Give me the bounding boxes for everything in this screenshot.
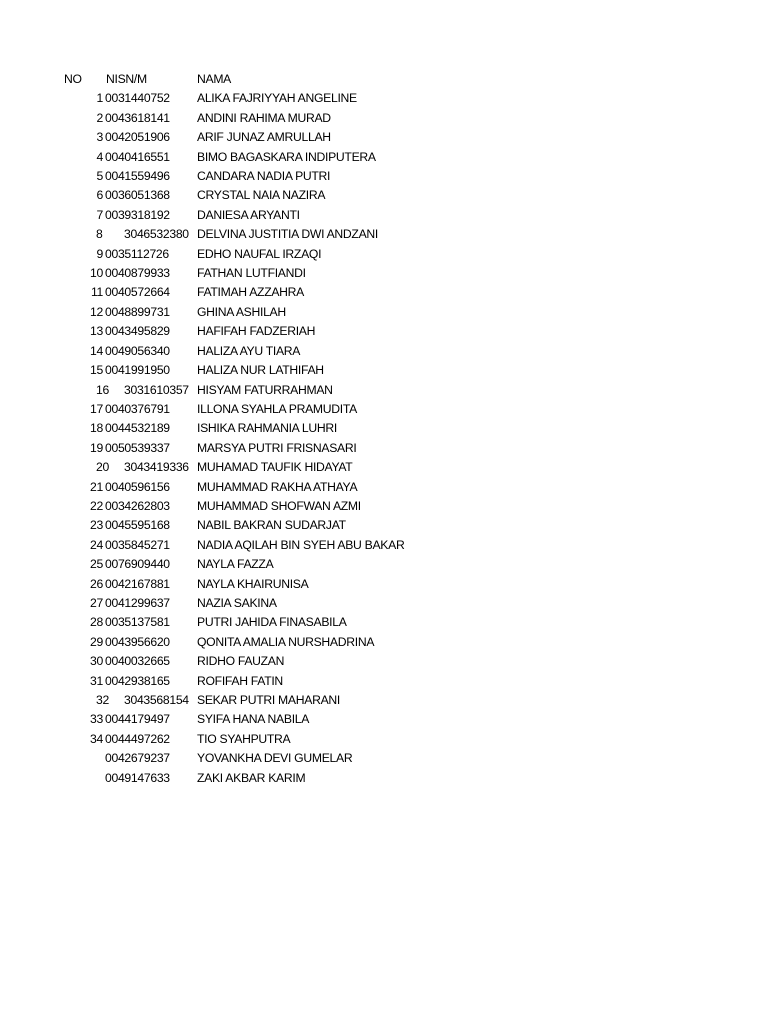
- table-row: [0, 245, 768, 264]
- row-nisn: 0048899731: [105, 304, 170, 319]
- row-no: 18: [90, 421, 103, 436]
- row-nisn: 0040032665: [105, 654, 170, 669]
- row-nama: MUHAMAD TAUFIK HIDAYAT: [197, 460, 353, 475]
- row-no: 23: [90, 518, 103, 533]
- row-no: 8: [96, 227, 103, 242]
- row-nama: GHINA ASHILAH: [197, 304, 286, 319]
- row-nama: FATHAN LUTFIANDI: [197, 266, 306, 281]
- row-no: 30: [90, 654, 103, 669]
- row-no: 4: [96, 149, 103, 164]
- row-nisn: 0031440752: [105, 91, 170, 106]
- header-nisn: NISN/M: [106, 72, 147, 86]
- row-no: 6: [96, 188, 103, 203]
- row-nama: ARIF JUNAZ AMRULLAH: [197, 130, 331, 145]
- row-nisn: 0040596156: [105, 479, 170, 494]
- row-no: 15: [90, 363, 103, 378]
- row-nisn: 0049056340: [105, 343, 170, 358]
- row-nisn: 3046532380: [124, 227, 189, 242]
- row-nisn: 0044497262: [105, 731, 170, 746]
- table-row: [0, 400, 768, 419]
- row-nama: TIO SYAHPUTRA: [197, 731, 291, 746]
- table-row: [0, 206, 768, 225]
- table-row: [0, 439, 768, 458]
- row-nama: PUTRI JAHIDA FINASABILA: [197, 615, 347, 630]
- table-row: [0, 458, 768, 477]
- table-row: [0, 633, 768, 652]
- row-nama: HALIZA AYU TIARA: [197, 343, 301, 358]
- table-row: [0, 283, 768, 302]
- row-no: 16: [96, 382, 109, 397]
- row-nama: EDHO NAUFAL IRZAQI: [197, 246, 322, 261]
- row-no: 22: [90, 498, 103, 513]
- row-no: 10: [90, 266, 103, 281]
- row-no: 12: [90, 304, 103, 319]
- row-no: 2: [96, 110, 103, 125]
- row-nama: SEKAR PUTRI MAHARANI: [197, 693, 340, 707]
- row-no: 20: [96, 460, 109, 475]
- table-row: [0, 303, 768, 322]
- row-nisn: 0041299637: [105, 595, 170, 610]
- row-nama: NABIL BAKRAN SUDARJAT: [197, 518, 346, 533]
- table-row: [0, 613, 768, 632]
- row-nama: MARSYA PUTRI FRISNASARI: [197, 440, 357, 455]
- row-no: 5: [96, 169, 103, 184]
- table-row: [0, 672, 768, 691]
- row-nama: QONITA AMALIA NURSHADRINA: [197, 634, 375, 649]
- table-row: [0, 89, 768, 108]
- row-no: 14: [90, 343, 103, 358]
- row-nisn: 0039318192: [105, 207, 170, 222]
- row-nama: DANIESA ARYANTI: [197, 207, 300, 222]
- table-row: [0, 536, 768, 555]
- row-no: 1: [96, 91, 103, 106]
- row-no: 24: [90, 537, 103, 552]
- row-nama: FATIMAH AZZAHRA: [197, 285, 305, 300]
- row-no: 17: [90, 401, 103, 416]
- row-nisn: 0035845271: [105, 537, 170, 552]
- row-no: 27: [90, 595, 103, 610]
- row-nisn: 0043956620: [105, 634, 170, 649]
- row-nama: HAFIFAH FADZERIAH: [197, 324, 316, 339]
- row-nisn: 0043618141: [105, 110, 170, 125]
- row-no: 7: [96, 207, 103, 222]
- row-nisn: 0044179497: [105, 712, 170, 727]
- row-nisn: 3031610357: [124, 382, 189, 397]
- row-nisn: 0050539337: [105, 440, 170, 455]
- row-nisn: 0045595168: [105, 518, 170, 533]
- row-no: 29: [90, 634, 103, 649]
- row-nisn: 0042051906: [105, 130, 170, 145]
- row-nisn: 0044532189: [105, 421, 170, 436]
- row-nama: BIMO BAGASKARA INDIPUTERA: [197, 149, 376, 164]
- table-row: [0, 148, 768, 167]
- row-no: 9: [96, 246, 103, 261]
- table-row: [0, 594, 768, 613]
- row-nisn: 0040879933: [105, 266, 170, 281]
- row-nama: HISYAM FATURRAHMAN: [197, 382, 333, 397]
- row-nisn: 0040572664: [105, 285, 170, 300]
- row-nama: ALIKA FAJRIYYAH ANGELINE: [197, 91, 357, 106]
- row-nama: HALIZA NUR LATHIFAH: [197, 363, 324, 378]
- row-no: 28: [90, 615, 103, 630]
- table-row: [0, 167, 768, 186]
- header-no: NO: [64, 72, 82, 86]
- row-no: 32: [96, 693, 109, 707]
- table-row: [0, 691, 768, 710]
- table-row: [0, 342, 768, 361]
- row-nisn: 0042679237: [105, 751, 170, 766]
- row-nisn: 3043419336: [124, 460, 189, 475]
- row-nama: NADIA AQILAH BIN SYEH ABU BAKAR: [197, 537, 405, 552]
- table-row: [0, 516, 768, 535]
- row-no: 19: [90, 440, 103, 455]
- table-row: [0, 264, 768, 283]
- row-nama: CRYSTAL NAIA NAZIRA: [197, 188, 326, 203]
- row-nama: ISHIKA RAHMANIA LUHRI: [197, 421, 337, 436]
- table-row: [0, 769, 768, 788]
- table-row: [0, 730, 768, 749]
- row-nama: NAYLA KHAIRUNISA: [197, 576, 309, 591]
- row-no: 26: [90, 576, 103, 591]
- table-row: [0, 478, 768, 497]
- row-nama: CANDARA NADIA PUTRI: [197, 169, 331, 184]
- row-nama: YOVANKHA DEVI GUMELAR: [197, 751, 353, 766]
- table-row: [0, 652, 768, 671]
- row-nisn: 0043495829: [105, 324, 170, 339]
- row-nama: NAYLA FAZZA: [197, 557, 274, 572]
- row-nisn: 3043568154: [124, 693, 189, 707]
- row-nama: SYIFA HANA NABILA: [197, 712, 310, 727]
- row-no: 34: [90, 731, 103, 746]
- table-row: [0, 361, 768, 380]
- table-row: [0, 749, 768, 768]
- table-row: [0, 575, 768, 594]
- row-nama: MUHAMMAD SHOFWAN AZMI: [197, 498, 361, 513]
- row-nama: DELVINA JUSTITIA DWI ANDZANI: [197, 227, 378, 242]
- row-nisn: 0042938165: [105, 673, 170, 688]
- header-row: [0, 70, 768, 89]
- row-no: 25: [90, 557, 103, 572]
- row-nama: ROFIFAH FATIN: [197, 673, 283, 688]
- table-row: [0, 419, 768, 438]
- table-row: [0, 497, 768, 516]
- row-no: 11: [90, 285, 103, 300]
- row-nisn: 0040376791: [105, 401, 170, 416]
- row-nisn: 0035112726: [105, 246, 169, 261]
- row-nama: ILLONA SYAHLA PRAMUDITA: [197, 401, 357, 416]
- row-nisn: 0049147633: [105, 770, 170, 785]
- table-row: [0, 186, 768, 205]
- row-nama: ANDINI RAHIMA MURAD: [197, 110, 331, 125]
- row-nama: NAZIA SAKINA: [197, 595, 277, 610]
- row-nisn: 0034262803: [105, 498, 170, 513]
- table-row: [0, 225, 768, 244]
- row-nisn: 0041559496: [105, 169, 170, 184]
- table-row: [0, 710, 768, 729]
- row-nisn: 0035137581: [105, 615, 170, 630]
- header-nama: NAMA: [197, 72, 232, 86]
- row-no: 21: [90, 479, 103, 494]
- row-nama: MUHAMMAD RAKHA ATHAYA: [197, 479, 358, 494]
- row-no: 13: [90, 324, 103, 339]
- student-list-sheet: [0, 70, 768, 788]
- row-nisn: 0040416551: [105, 149, 170, 164]
- table-row: [0, 128, 768, 147]
- row-nama: ZAKI AKBAR KARIM: [197, 770, 306, 785]
- table-row: [0, 109, 768, 128]
- row-no: 33: [90, 712, 103, 727]
- row-nisn: 0036051368: [105, 188, 170, 203]
- row-nisn: 0042167881: [105, 576, 170, 591]
- row-no: 3: [96, 130, 103, 145]
- student-rows: [0, 89, 768, 788]
- table-row: [0, 381, 768, 400]
- row-nisn: 0076909440: [105, 557, 170, 572]
- row-nama: RIDHO FAUZAN: [197, 654, 285, 669]
- row-nisn: 0041991950: [105, 363, 170, 378]
- row-no: 31: [90, 673, 103, 688]
- table-row: [0, 322, 768, 341]
- table-row: [0, 555, 768, 574]
